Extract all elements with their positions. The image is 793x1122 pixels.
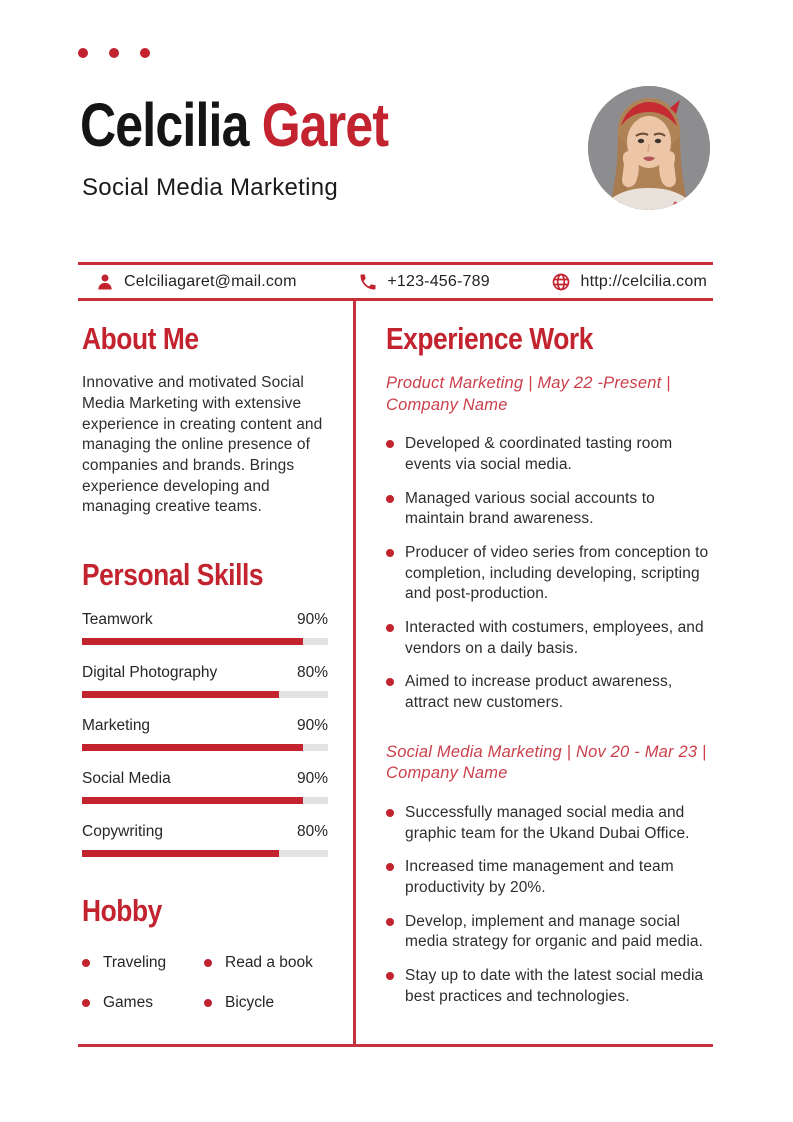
column-divider	[353, 301, 356, 1044]
last-name: Garet	[261, 91, 389, 159]
contact-bar	[78, 262, 713, 301]
contact-email	[95, 272, 297, 292]
person-job-title: Social Media Marketing	[82, 174, 339, 201]
skill-bar-track	[82, 691, 328, 698]
job-bullet-list	[386, 434, 714, 714]
bullet-text: Develop, implement and manage social media strategy for organic and paid media.	[405, 912, 704, 951]
skill-bar-track	[82, 797, 328, 804]
skill-value: 90%	[296, 770, 328, 788]
bullet-icon	[386, 809, 394, 817]
profile-photo	[588, 86, 710, 210]
bullet-text: Developed & coordinated tasting room events via social media.	[405, 435, 673, 473]
about-section	[82, 322, 332, 518]
bullet-icon	[204, 959, 212, 967]
bullet-text: Successfully managed social media and graphic team for the Ukand Dubai Office.	[405, 803, 690, 842]
about-heading: About Me	[82, 321, 199, 356]
bullet-icon	[386, 678, 394, 686]
skill-value: 80%	[296, 823, 328, 841]
decor-dots	[78, 48, 150, 58]
skill-bar-fill	[82, 797, 303, 804]
skill-item	[82, 823, 328, 857]
hobby-item	[82, 954, 204, 972]
hobby-item	[204, 954, 332, 972]
bullet-text: Managed various social accounts to maintain brand awareness.	[405, 489, 655, 528]
job-bullet	[386, 543, 714, 605]
skill-bar-fill	[82, 744, 303, 751]
hobby-label: Games	[103, 994, 153, 1012]
skill-value: 90%	[296, 717, 328, 735]
hobby-heading: Hobby	[82, 893, 162, 928]
job-bullet	[386, 912, 714, 953]
bullet-icon	[386, 440, 394, 448]
job-bullet	[386, 857, 714, 898]
job-bullet	[386, 672, 714, 713]
hobby-list	[82, 954, 332, 1012]
contact-phone	[358, 272, 490, 292]
footer-rule	[78, 1044, 713, 1047]
skill-label: Copywriting	[82, 823, 163, 841]
hobby-section	[82, 894, 332, 1012]
bullet-icon	[82, 999, 90, 1007]
skill-label: Social Media	[82, 770, 171, 788]
skills-section	[82, 558, 328, 857]
skill-item	[82, 664, 328, 698]
skill-value: 90%	[296, 611, 328, 629]
decor-dot	[140, 48, 150, 58]
skill-label: Teamwork	[82, 611, 153, 629]
bullet-text: Aimed to increase product awareness, attract new customers.	[405, 673, 673, 712]
skill-bar-fill	[82, 850, 279, 857]
about-text: Innovative and motivated Social Media Marketing with extensive experience in creating content and managing the online presence of companies and brands. Brings experience developing and managing creative teams.	[82, 374, 323, 516]
phone-text: +123-456-789	[387, 272, 490, 290]
experience-heading: Experience Work	[386, 321, 593, 356]
job-bullet	[386, 434, 714, 475]
skill-bar-track	[82, 638, 328, 645]
skill-label: Marketing	[82, 717, 151, 735]
bullet-icon	[386, 918, 394, 926]
job-subtitle: Social Media Marketing | Nov 20 - Mar 23 | Company Name	[386, 742, 707, 783]
skill-value: 80%	[296, 664, 328, 682]
phone-icon	[358, 272, 378, 292]
hobby-item	[82, 994, 204, 1012]
skill-item	[82, 770, 328, 804]
job-bullet	[386, 618, 714, 659]
first-name: Celcilia	[80, 91, 249, 159]
job-subtitle: Product Marketing | May 22 -Present | Company Name	[386, 374, 671, 414]
decor-dot	[109, 48, 119, 58]
bullet-text: Producer of video series from conception to completion, including developing, scripting and post-production.	[405, 543, 709, 603]
bullet-icon	[386, 972, 394, 980]
bullet-text: Stay up to date with the latest social media best practices and technologies.	[405, 967, 704, 1005]
bullet-icon	[386, 549, 394, 557]
person-name	[80, 92, 388, 159]
website-text: http://celcilia.com	[580, 272, 707, 290]
skill-bar-fill	[82, 638, 303, 645]
job-bullet	[386, 803, 714, 844]
skill-item	[82, 611, 328, 645]
hobby-label: Read a book	[225, 954, 313, 972]
job-bullet	[386, 489, 714, 530]
bullet-icon	[386, 863, 394, 871]
bullet-icon	[386, 624, 394, 632]
globe-icon	[551, 272, 571, 292]
portrait-illustration	[588, 86, 710, 210]
email-text: Celciliagaret@mail.com	[124, 272, 297, 290]
person-icon	[95, 272, 115, 292]
hobby-label: Bicycle	[225, 994, 275, 1012]
skill-label: Digital Photography	[82, 664, 218, 682]
bullet-icon	[386, 495, 394, 503]
contact-website	[551, 272, 707, 292]
skills-heading: Personal Skills	[82, 557, 264, 592]
skill-bar-track	[82, 744, 328, 751]
bullet-icon	[82, 959, 90, 967]
job-bullet-list	[386, 803, 714, 1008]
hobby-label: Traveling	[103, 954, 167, 972]
skill-bar-fill	[82, 691, 279, 698]
experience-section	[386, 322, 714, 1020]
bullet-text: Increased time management and team productivity by 20%.	[405, 858, 674, 896]
bullet-text: Interacted with costumers, employees, and vendors on a daily basis.	[405, 619, 704, 657]
hobby-item	[204, 994, 332, 1012]
bullet-icon	[204, 999, 212, 1007]
job-bullet	[386, 966, 714, 1007]
skill-item	[82, 717, 328, 751]
decor-dot	[78, 48, 88, 58]
skill-bar-track	[82, 850, 328, 857]
